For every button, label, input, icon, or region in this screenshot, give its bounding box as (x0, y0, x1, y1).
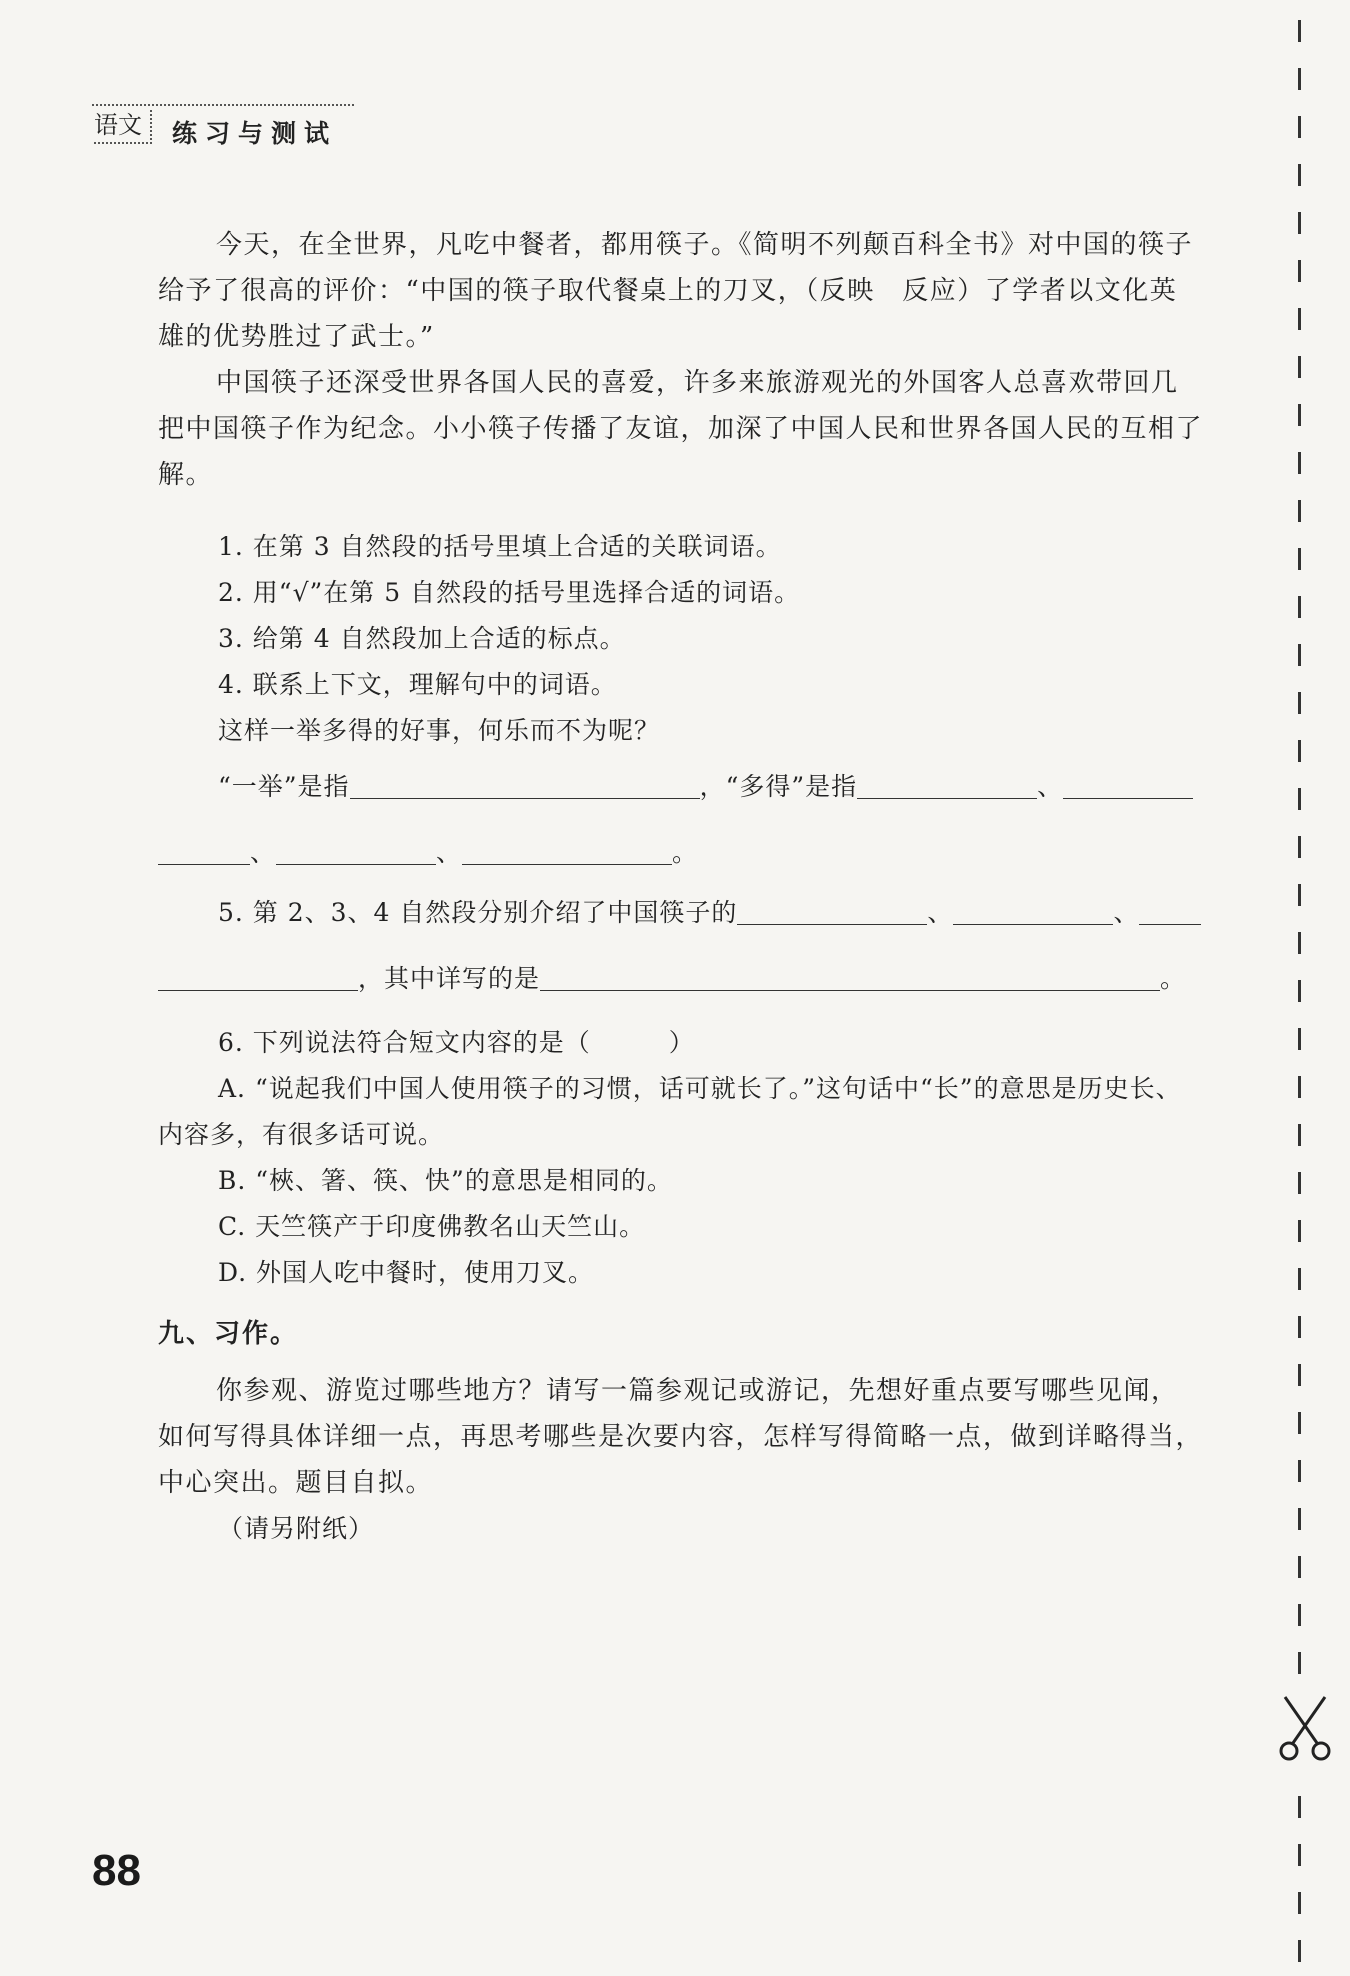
answer-blank[interactable] (857, 768, 1037, 799)
main-content (158, 222, 1203, 1552)
cut-line-dash (1298, 980, 1301, 1002)
cut-line-dash (1298, 1124, 1301, 1146)
period: 。 (672, 838, 699, 867)
cut-line-dash (1298, 1220, 1301, 1242)
question-6-option-a: A. “说起我们中国人使用筷子的习惯，话可就长了。”这句话中“长”的意思是历史长、内容多，有很多话可说。 (158, 1074, 1182, 1149)
question-5: 5. 第 2、3、4 自然段分别介绍了中国筷子的 (218, 898, 738, 927)
page-number: 88 (92, 1846, 141, 1895)
section-9-heading: 九、习作。 (158, 1318, 299, 1348)
cut-line-dash (1298, 68, 1301, 90)
cut-line-dash (1298, 740, 1301, 762)
cut-line-dash (1298, 500, 1301, 522)
question-2: 2. 用“√”在第 5 自然段的括号里选择合适的词语。 (218, 578, 801, 607)
cut-line-dash (1298, 644, 1301, 666)
answer-blank[interactable] (540, 960, 1160, 991)
separator: 、 (1037, 772, 1064, 801)
separator: 、 (1113, 898, 1140, 927)
cut-line-dash (1298, 1412, 1301, 1434)
section-9-prompt: 你参观、游览过哪些地方？请写一篇参观记或游记，先想好重点要写哪些见闻，如何写得具体详细一点，再思考哪些是次要内容，怎样写得简略一点，做到详略得当，中心突出。题目自拟。 (158, 1376, 1204, 1498)
subject-label: 语文 (94, 110, 152, 144)
answer-blank[interactable] (1063, 768, 1193, 799)
cut-line-dash (1298, 1796, 1301, 1818)
answer-blank[interactable] (276, 834, 436, 865)
section-9-note: （请另附纸） (218, 1514, 375, 1543)
cut-line-dash (1298, 356, 1301, 378)
cut-line-dash (1298, 1172, 1301, 1194)
question-6: 6. 下列说法符合短文内容的是（ ） (218, 1028, 695, 1057)
cut-line-dash (1298, 1460, 1301, 1482)
cut-line-dash (1298, 1364, 1301, 1386)
answer-blank[interactable] (158, 960, 358, 991)
question-6-option-c: C. 天竺筷产于印度佛教名山天竺山。 (218, 1212, 646, 1241)
cut-line-dash (1298, 884, 1301, 906)
period: 。 (1160, 964, 1187, 993)
answer-blank[interactable] (350, 768, 700, 799)
q5-detail-label: ，其中详写的是 (358, 964, 541, 993)
cut-line-dash (1298, 1556, 1301, 1578)
separator: 、 (250, 838, 277, 867)
answer-blank[interactable] (737, 894, 927, 925)
question-4: 4. 联系上下文，理解句中的词语。 (218, 670, 617, 699)
cut-line-dash (1298, 116, 1301, 138)
cut-line-dash (1298, 692, 1301, 714)
header-dotted-rule (92, 104, 354, 106)
cut-line-dash (1298, 596, 1301, 618)
cut-line-dash (1298, 1940, 1301, 1962)
cut-line-dash (1298, 1316, 1301, 1338)
scissors-icon (1275, 1695, 1335, 1765)
cut-line-dash (1298, 212, 1301, 234)
answer-blank[interactable] (1139, 894, 1201, 925)
cut-line-dash (1298, 1892, 1301, 1914)
cut-line-dash (1298, 932, 1301, 954)
cut-line-dash (1298, 1844, 1301, 1866)
question-4-sentence: 这样一举多得的好事，何乐而不为呢？ (218, 716, 661, 745)
cut-line-dash (1298, 1652, 1301, 1674)
cut-line-dash (1298, 452, 1301, 474)
cut-line-dash (1298, 548, 1301, 570)
cut-line-dash (1298, 836, 1301, 858)
cut-line-dash (1298, 1028, 1301, 1050)
cut-line-dash (1298, 308, 1301, 330)
cut-line-dash (1298, 404, 1301, 426)
cut-line-dash (1298, 1076, 1301, 1098)
q4-yiju-label: “一举”是指 (218, 772, 350, 801)
passage-paragraph-3: 今天，在全世界，凡吃中餐者，都用筷子。《简明不列颠百科全书》对中国的筷子给予了很高的评价：“中国的筷子取代餐桌上的刀叉，（反映 反应）了学者以文化英雄的优势胜过了武士。” (158, 230, 1194, 352)
question-6-option-d: D. 外国人吃中餐时，使用刀叉。 (218, 1258, 595, 1287)
cut-line (1298, 20, 1306, 1960)
cut-line-dash (1298, 164, 1301, 186)
cut-line-dash (1298, 1604, 1301, 1626)
separator: 、 (927, 898, 954, 927)
question-6-option-b: B. “梜、箸、筷、快”的意思是相同的。 (218, 1166, 673, 1195)
question-3: 3. 给第 4 自然段加上合适的标点。 (218, 624, 626, 653)
book-title: 练习与测试 (172, 120, 338, 148)
question-1: 1. 在第 3 自然段的括号里填上合适的关联词语。 (218, 532, 782, 561)
separator: 、 (436, 838, 463, 867)
passage-paragraph-4: 中国筷子还深受世界各国人民的喜爱，许多来旅游观光的外国客人总喜欢带回几把中国筷子作为纪念。小小筷子传播了友谊，加深了中国人民和世界各国人民的互相了解。 (158, 368, 1204, 490)
question-5-line-2 (158, 956, 1203, 1002)
answer-blank[interactable] (953, 894, 1113, 925)
cut-line-dash (1298, 1508, 1301, 1530)
cut-line-dash (1298, 260, 1301, 282)
question-5-line-1 (158, 890, 1203, 936)
q4-duode-label: ，“多得”是指 (699, 772, 858, 801)
answer-blank[interactable] (462, 834, 672, 865)
question-4-answer-line-2 (158, 830, 1203, 876)
cut-line-dash (1298, 788, 1301, 810)
answer-blank[interactable] (158, 834, 250, 865)
question-4-answer-line-1 (158, 764, 1203, 810)
cut-line-dash (1298, 1268, 1301, 1290)
cut-line-dash (1298, 20, 1301, 42)
